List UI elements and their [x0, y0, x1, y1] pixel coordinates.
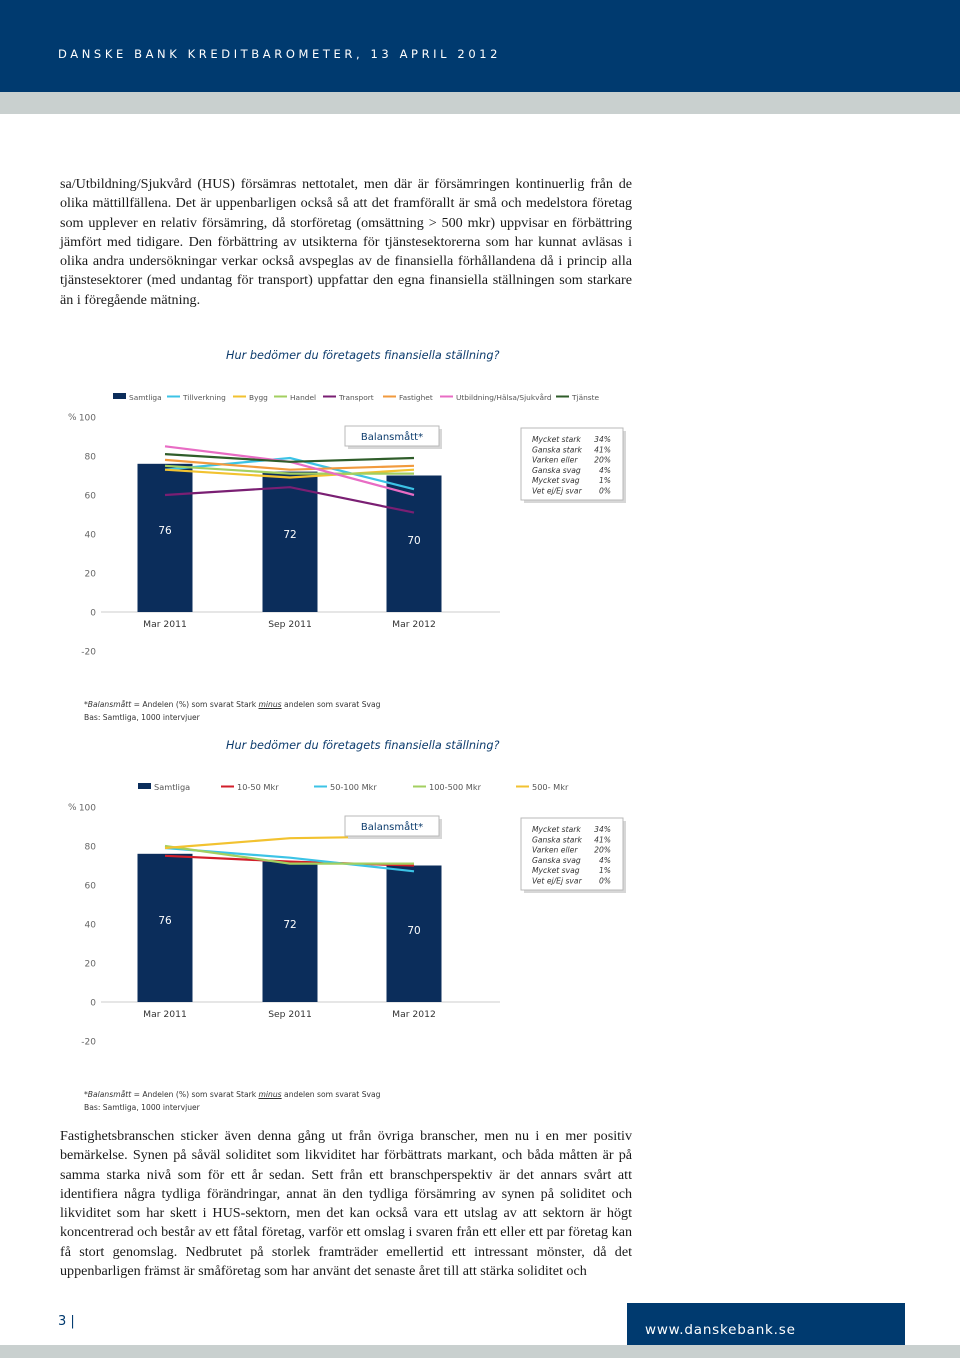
- y-tick-label: 0: [90, 998, 96, 1009]
- bar-data-label-1: 72: [283, 528, 297, 541]
- distribution-value-3: 4%: [598, 855, 611, 865]
- distribution-value-2: 20%: [594, 845, 611, 855]
- y-tick-label: 0: [90, 608, 96, 619]
- y-tick-label: -20: [81, 647, 96, 658]
- bar-1: [263, 862, 318, 1002]
- legend-swatch-6: [440, 396, 453, 398]
- legend-label-7: Tjänste: [572, 393, 600, 402]
- body-paragraph: Fastighetsbranschen sticker även denna gång ut från övriga branscher, men nu i en mer positiv bemärkelse. Synen på såväl soliditet som likviditet har förbättrats markant, och båda måtten är på samma starka nivå som för ett år sedan. Sett från ett branschperspektiv är det annars svårt att identifiera några tydliga förändringar, annat än den tydliga försämring av synen på soliditet och likviditet som har skett i HUS-sektorn, men det kan också vara ett utslag av att sektorn är högt koncentrerad och består av ett fåtal företag, varför ett omslag i svaren från ett eller ett par företag kan få stort genomslag. Nedbrutet på storlek framträder emellertid ett intressant mönster, då det uppenbarligen främst är småföretag som har använt det senaste året till att stärka soliditet och: [60, 1128, 632, 1280]
- y-tick-label: 60: [84, 491, 96, 502]
- x-tick-label-1: Sep 2011: [268, 619, 312, 630]
- y-tick-label: 80: [84, 842, 96, 853]
- legend-swatch-0: [113, 393, 126, 399]
- distribution-label-4: Mycket svag: [532, 476, 580, 486]
- footnote-base: Bas: Samtliga, 1000 intervjuer: [84, 1103, 200, 1112]
- bar-data-label-0: 76: [158, 915, 172, 927]
- y-tick-label: 100: [78, 413, 96, 424]
- legend-label-1: Tillverkning: [183, 393, 226, 402]
- footnote-minus: minus: [258, 1090, 282, 1099]
- bar-data-label-0: 76: [158, 525, 172, 537]
- legend-label-1: 10-50 Mkr: [237, 782, 279, 792]
- bar-0: [138, 464, 193, 612]
- distribution-value-0: 34%: [594, 825, 611, 834]
- chart-2-footnote: [84, 1088, 380, 1114]
- header-bar: [0, 0, 960, 92]
- report-title: DANSKE BANK KREDITBAROMETER, 13 APRIL 2012: [58, 47, 502, 61]
- chart-1-sector: [0, 380, 960, 670]
- chart-1-title: Hur bedömer du företagets finansiella ställning?: [226, 349, 500, 362]
- distribution-value-2: 20%: [594, 455, 611, 465]
- page-number: 3 |: [58, 1314, 75, 1329]
- legend-label-4: 500- Mkr: [532, 782, 569, 792]
- chart-legend: [138, 782, 569, 792]
- distribution-value-1: 41%: [594, 835, 611, 845]
- chart-legend: [113, 393, 600, 402]
- distribution-box: [521, 818, 626, 893]
- legend-swatch-3: [274, 396, 287, 398]
- footnote-term: *Balansmått: [84, 1090, 132, 1099]
- y-axis-unit: %: [68, 803, 77, 813]
- legend-swatch-2: [314, 786, 327, 788]
- bar-data-label-1: 72: [283, 918, 297, 931]
- balansmatt-box: [345, 816, 442, 839]
- footnote-text-end: andelen som svarat Svag: [281, 1090, 381, 1099]
- distribution-value-5: 0%: [598, 876, 611, 886]
- distribution-box: [521, 428, 626, 503]
- page-number-value: 3: [58, 1314, 67, 1329]
- footnote-minus: minus: [258, 700, 282, 709]
- intro-paragraph: sa/Utbildning/Sjukvård (HUS) försämras nettotalet, men där är försämringen kontinuerlig från de olika mättillfällena. Det är uppenbarligen också så att det framförallt är små och medelstora företag som upplever en relativ försämring, då storföretag (omsättning > 500 mkr) uppvisar en förbättring jämfört med tidigare. Den förbättring av utsikterna för tjänstesektorerna som har kunnat avläsas i olika andra undersökningar verkar också avspeglas av de finansiella förhållandena då i princip alla tjänstesektorer (med undantag för transport) uppfattar den egna finansiella ställningen som starkare än i föregående mätning.: [60, 176, 632, 308]
- footer-accent-bar: [0, 1345, 960, 1358]
- distribution-label-3: Ganska svag: [532, 855, 581, 865]
- bar-data-label-2: 70: [407, 924, 421, 937]
- x-tick-label-2: Mar 2012: [392, 619, 436, 630]
- header-accent-bar: [0, 92, 960, 114]
- legend-label-2: Bygg: [249, 393, 268, 402]
- x-tick-label-0: Mar 2011: [143, 1009, 187, 1020]
- legend-swatch-2: [233, 396, 246, 398]
- balansmatt-label: Balansmått*: [360, 822, 424, 833]
- legend-swatch-7: [556, 396, 569, 398]
- legend-label-0: Samtliga: [129, 393, 162, 402]
- bar-0: [138, 854, 193, 1002]
- x-tick-label-2: Mar 2012: [392, 1009, 436, 1020]
- distribution-value-1: 41%: [594, 445, 611, 455]
- footer-url-box: [627, 1303, 905, 1345]
- legend-label-4: Transport: [339, 393, 374, 402]
- legend-swatch-4: [323, 396, 336, 398]
- y-tick-label: 20: [84, 569, 96, 580]
- footnote-text-end: andelen som svarat Svag: [281, 700, 381, 709]
- legend-label-0: Samtliga: [154, 782, 191, 792]
- bar-data-label-2: 70: [407, 534, 421, 547]
- chart-2-title: Hur bedömer du företagets finansiella ställning?: [226, 739, 500, 752]
- footnote-base: Bas: Samtliga, 1000 intervjuer: [84, 713, 200, 722]
- y-tick-label: 100: [78, 803, 96, 814]
- footnote-text: = Andelen (%) som svarat Stark: [131, 1090, 259, 1099]
- legend-swatch-3: [413, 786, 426, 788]
- distribution-label-1: Ganska stark: [532, 835, 582, 845]
- legend-label-2: 50-100 Mkr: [330, 782, 377, 792]
- footnote-term: *Balansmått: [84, 700, 132, 709]
- legend-label-6: Utbildning/Hälsa/Sjukvård: [456, 393, 552, 402]
- distribution-value-5: 0%: [598, 486, 611, 496]
- y-tick-label: 60: [84, 881, 96, 892]
- balansmatt-box: [345, 426, 442, 449]
- footer-url[interactable]: www.danskebank.se: [645, 1322, 796, 1338]
- distribution-value-0: 34%: [594, 435, 611, 444]
- y-tick-label: 80: [84, 452, 96, 463]
- legend-label-5: Fastighet: [399, 393, 433, 402]
- legend-swatch-4: [516, 786, 529, 788]
- distribution-label-2: Varken eller: [532, 845, 578, 855]
- y-tick-label: 20: [84, 959, 96, 970]
- distribution-label-5: Vet ej/Ej svar: [532, 486, 582, 496]
- x-tick-label-0: Mar 2011: [143, 619, 187, 630]
- y-axis-unit: %: [68, 413, 77, 423]
- legend-swatch-0: [138, 783, 151, 789]
- distribution-value-4: 1%: [598, 476, 611, 486]
- y-tick-label: 40: [84, 530, 96, 541]
- legend-swatch-1: [167, 396, 180, 398]
- legend-label-3: Handel: [290, 393, 317, 402]
- distribution-label-5: Vet ej/Ej svar: [532, 876, 582, 886]
- distribution-label-0: Mycket stark: [532, 435, 581, 444]
- legend-swatch-5: [383, 396, 396, 398]
- footnote-text: = Andelen (%) som svarat Stark: [131, 700, 259, 709]
- distribution-label-1: Ganska stark: [532, 445, 582, 455]
- distribution-label-4: Mycket svag: [532, 866, 580, 876]
- x-tick-label-1: Sep 2011: [268, 1009, 312, 1020]
- distribution-label-0: Mycket stark: [532, 825, 581, 834]
- y-tick-label: 40: [84, 920, 96, 931]
- distribution-label-3: Ganska svag: [532, 465, 581, 475]
- chart-1-footnote: [84, 698, 380, 724]
- legend-label-3: 100-500 Mkr: [429, 782, 481, 792]
- y-tick-label: -20: [81, 1037, 96, 1048]
- balansmatt-label: Balansmått*: [360, 432, 424, 443]
- bar-1: [263, 472, 318, 612]
- distribution-value-3: 4%: [598, 465, 611, 475]
- distribution-value-4: 1%: [598, 866, 611, 876]
- distribution-label-2: Varken eller: [532, 455, 578, 465]
- legend-swatch-1: [221, 786, 234, 788]
- chart-2-size: [0, 770, 960, 1060]
